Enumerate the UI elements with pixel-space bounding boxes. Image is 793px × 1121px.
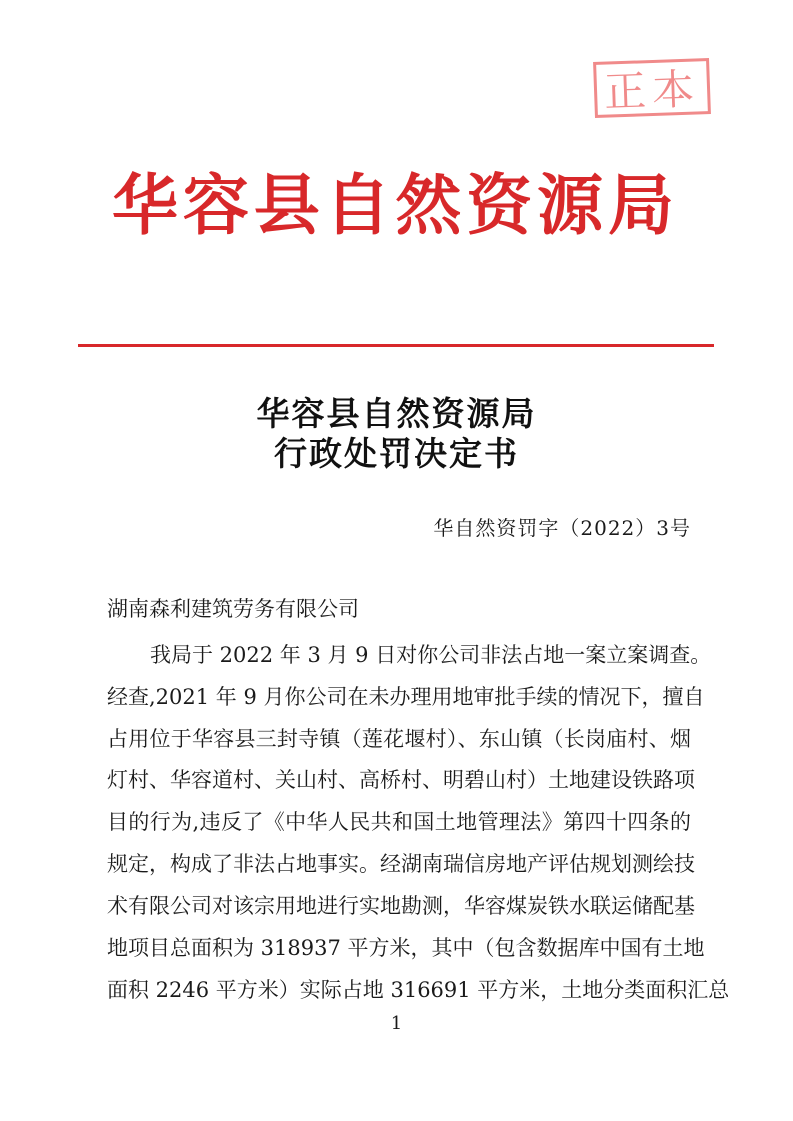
body-line: 面积 2246 平方米）实际占地 316691 平方米，土地分类面积汇总 xyxy=(107,978,730,1002)
original-copy-stamp xyxy=(593,58,711,118)
page-number: 1 xyxy=(390,1013,403,1034)
body-line: 目的行为,违反了《中华人民共和国土地管理法》第四十四条的 xyxy=(107,810,691,834)
document-number: 华自然资罚字（2022）3号 xyxy=(433,516,691,540)
addressee: 湖南森利建筑劳务有限公司 xyxy=(107,597,359,621)
body-line: 术有限公司对该宗用地进行实地勘测，华容煤炭铁水联运储配基 xyxy=(107,894,695,918)
body-line: 灯村、华容道村、关山村、高桥村、明碧山村）土地建设铁路项 xyxy=(107,768,695,792)
document-title-line2: 行政处罚决定书 xyxy=(274,434,519,473)
body-line: 经查,2021 年 9 月你公司在未办理用地审批手续的情况下，擅自 xyxy=(107,685,705,709)
body-line: 规定，构成了非法占地事实。经湖南瑞信房地产评估规划测绘技 xyxy=(107,852,695,876)
letterhead-organization: 华容县自然资源局 xyxy=(112,166,677,244)
document-title-line1: 华容县自然资源局 xyxy=(256,394,537,433)
letterhead-divider xyxy=(78,344,714,347)
body-line: 占用位于华容县三封寺镇（莲花堰村）、东山镇（长岗庙村、烟 xyxy=(107,727,691,751)
body-line: 地项目总面积为 318937 平方米，其中（包含数据库中国有土地 xyxy=(107,936,705,960)
stamp-text: 正本 xyxy=(603,64,701,117)
body-line: 我局于 2022 年 3 月 9 日对你公司非法占地一案立案调查。 xyxy=(150,643,712,667)
